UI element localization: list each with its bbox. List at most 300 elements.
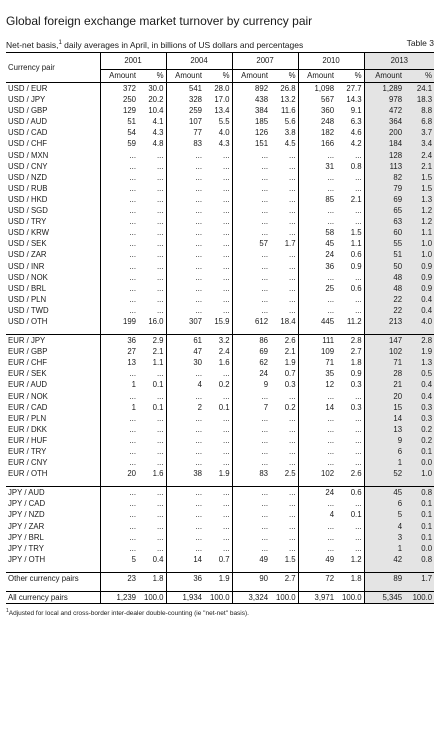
amount-cell: 36: [298, 261, 336, 272]
amount-cell: ...: [166, 216, 204, 227]
pct-cell: 1.8: [138, 572, 166, 584]
amount-cell: 384: [232, 105, 270, 116]
amount-cell: 22: [364, 305, 404, 316]
currency-pair-cell: EUR / JPY: [6, 335, 100, 347]
pct-cell: 11.2: [346, 316, 362, 326]
amount-cell: 328: [166, 94, 204, 105]
amount-cell: ...: [100, 435, 138, 446]
pct-cell: ...: [157, 447, 164, 456]
amount-cell: 21: [364, 379, 404, 390]
amount-cell: 38: [166, 468, 204, 479]
amount-cell: ...: [232, 487, 270, 499]
pct-cell: 4.3: [152, 128, 164, 138]
amount-cell: 5,345: [364, 592, 404, 604]
pct-cell: ...: [223, 194, 230, 204]
amount-cell: 77: [166, 127, 204, 138]
table-row: [6, 592, 434, 604]
amount-cell: ...: [298, 216, 336, 227]
amount-cell: 129: [100, 105, 138, 116]
amount-cell: 111: [298, 335, 336, 347]
pct-cell: ...: [157, 413, 164, 423]
table-row: [6, 379, 434, 390]
pct-cell: 2.1: [350, 194, 362, 204]
pct-cell: ...: [223, 183, 230, 193]
amount-cell: 59: [100, 138, 138, 149]
pct-cell: 0.6: [350, 283, 362, 293]
header-pct: %: [204, 70, 232, 83]
table-row: [6, 543, 434, 554]
pct-cell: 0.8: [404, 487, 434, 499]
currency-pair-cell: USD / EUR: [8, 84, 48, 93]
amount-cell: ...: [100, 272, 138, 283]
pct-cell: ...: [355, 305, 362, 315]
amount-cell: ...: [166, 391, 204, 402]
pct-cell: 0.9: [404, 272, 434, 283]
currency-pair-cell: EUR / CNY: [8, 458, 48, 468]
amount-cell: 3: [364, 532, 404, 543]
pct-cell: 1.5: [404, 172, 434, 183]
amount-cell: ...: [100, 249, 138, 260]
amount-cell: ...: [298, 294, 336, 305]
currency-pair-cell: USD / CHF: [8, 139, 47, 149]
pct-cell: 2.1: [152, 347, 164, 357]
pct-cell: 1.2: [404, 205, 434, 216]
pct-cell: 0.9: [350, 261, 362, 271]
header-year-2004: 2004: [166, 53, 232, 70]
pct-cell: 14.3: [346, 95, 362, 105]
pct-cell: 1.7: [284, 239, 296, 249]
amount-cell: ...: [298, 305, 336, 316]
pct-cell: ...: [223, 369, 230, 379]
pct-cell: 0.9: [350, 369, 362, 379]
amount-cell: 438: [232, 94, 270, 105]
amount-cell: 23: [100, 572, 138, 584]
currency-pair-cell: USD / MXN: [8, 150, 49, 160]
pct-cell: 2.9: [138, 335, 166, 347]
amount-cell: 364: [364, 116, 404, 127]
pct-cell: 16.0: [148, 316, 164, 326]
pct-cell: ...: [157, 228, 164, 238]
table-row: [6, 509, 434, 520]
pct-cell: 0.2: [284, 402, 296, 412]
pct-cell: 1.9: [218, 469, 230, 479]
pct-cell: ...: [289, 294, 296, 304]
pct-cell: 5.6: [284, 117, 296, 127]
amount-cell: 128: [364, 150, 404, 161]
amount-cell: 200: [364, 127, 404, 138]
amount-cell: 1: [100, 379, 138, 390]
pct-cell: 1.9: [204, 572, 232, 584]
amount-cell: 71: [364, 357, 404, 368]
pct-cell: 4.0: [218, 128, 230, 138]
currency-pair-cell: EUR / NOK: [8, 391, 48, 401]
currency-pair-cell: JPY / OTH: [8, 554, 46, 564]
amount-cell: 89: [364, 572, 404, 584]
amount-cell: ...: [232, 532, 270, 543]
pct-cell: ...: [289, 447, 296, 456]
amount-cell: 4: [298, 509, 336, 520]
amount-cell: 9: [364, 435, 404, 446]
pct-cell: 2.5: [284, 469, 296, 479]
amount-cell: 28: [364, 368, 404, 379]
pct-cell: ...: [223, 161, 230, 171]
currency-pair-cell: JPY / BRL: [8, 532, 44, 542]
pct-cell: ...: [270, 487, 298, 499]
pct-cell: 100.0: [204, 592, 232, 604]
amount-cell: 36: [166, 572, 204, 584]
amount-cell: 1,098: [298, 83, 336, 95]
subtitle-row: [6, 34, 434, 52]
amount-cell: 472: [364, 105, 404, 116]
pct-cell: 0.9: [404, 261, 434, 272]
pct-cell: 1.7: [404, 572, 434, 584]
pct-cell: 1.2: [404, 216, 434, 227]
pct-cell: ...: [223, 521, 230, 531]
pct-cell: ...: [355, 413, 362, 423]
amount-cell: 61: [166, 335, 204, 347]
pct-cell: 1.5: [350, 228, 362, 238]
pct-cell: 4.2: [350, 139, 362, 149]
amount-cell: ...: [232, 194, 270, 205]
pct-cell: 26.8: [280, 84, 296, 93]
amount-cell: ...: [166, 368, 204, 379]
amount-cell: ...: [232, 424, 270, 435]
pct-cell: 3.8: [284, 128, 296, 138]
amount-cell: 4: [166, 379, 204, 390]
amount-cell: ...: [166, 161, 204, 172]
currency-pair-cell: USD / KRW: [8, 228, 50, 238]
pct-cell: 4.1: [152, 117, 164, 127]
amount-cell: 57: [232, 238, 270, 249]
pct-cell: 0.2: [404, 435, 434, 446]
pct-cell: ...: [355, 521, 362, 531]
amount-cell: ...: [100, 261, 138, 272]
table-row: [6, 249, 434, 260]
pct-cell: 28.0: [214, 84, 230, 93]
pct-cell: 20.2: [148, 95, 164, 105]
amount-cell: 79: [364, 183, 404, 194]
group-separator: [6, 565, 434, 573]
pct-cell: 2.7: [350, 347, 362, 357]
currency-pair-cell: USD / JPY: [8, 95, 46, 105]
pct-cell: 1.6: [152, 469, 164, 479]
currency-pair-cell: USD / OTH: [8, 316, 48, 326]
amount-cell: 20: [100, 468, 138, 479]
pct-cell: 1.1: [350, 239, 362, 249]
amount-cell: 259: [166, 105, 204, 116]
pct-cell: ...: [289, 217, 296, 227]
amount-cell: 3,971: [298, 592, 336, 604]
amount-cell: 52: [364, 468, 404, 479]
amount-cell: ...: [100, 487, 138, 499]
amount-cell: ...: [166, 227, 204, 238]
amount-cell: 24: [298, 487, 336, 499]
pct-cell: ...: [223, 239, 230, 249]
amount-cell: 185: [232, 116, 270, 127]
table-body: [6, 83, 434, 604]
amount-cell: ...: [298, 391, 336, 402]
pct-cell: ...: [355, 499, 362, 509]
amount-cell: ...: [100, 446, 138, 457]
pct-cell: 2.1: [284, 347, 296, 357]
header-year-2013: 2013: [364, 53, 434, 70]
pct-cell: ...: [157, 183, 164, 193]
amount-cell: 62: [232, 357, 270, 368]
amount-cell: 1: [100, 402, 138, 413]
pct-cell: 5.5: [218, 117, 230, 127]
currency-pair-cell: Other currency pairs: [6, 572, 100, 584]
amount-cell: 31: [298, 161, 336, 172]
amount-cell: 47: [166, 346, 204, 357]
amount-cell: ...: [166, 532, 204, 543]
pct-cell: 0.3: [404, 413, 434, 424]
amount-cell: ...: [232, 150, 270, 161]
amount-cell: ...: [232, 521, 270, 532]
amount-cell: ...: [232, 227, 270, 238]
amount-cell: ...: [166, 413, 204, 424]
pct-cell: ...: [223, 217, 230, 227]
amount-cell: ...: [100, 424, 138, 435]
pct-cell: 1.1: [152, 358, 164, 368]
table-row: [6, 272, 434, 283]
amount-cell: ...: [166, 487, 204, 499]
pct-cell: 27.7: [346, 84, 362, 93]
amount-cell: 54: [100, 127, 138, 138]
pct-cell: ...: [289, 283, 296, 293]
pct-cell: 4.3: [218, 139, 230, 149]
pct-cell: ...: [223, 447, 230, 456]
amount-cell: 102: [364, 346, 404, 357]
pct-cell: 1.9: [284, 358, 296, 368]
currency-pair-cell: EUR / SEK: [8, 369, 47, 379]
pct-cell: ...: [157, 161, 164, 171]
pct-cell: ...: [223, 543, 230, 553]
amount-cell: ...: [232, 498, 270, 509]
pct-cell: 1.3: [404, 194, 434, 205]
amount-cell: 85: [298, 194, 336, 205]
pct-cell: 2.7: [270, 572, 298, 584]
amount-cell: 30: [166, 357, 204, 368]
pct-cell: ...: [355, 217, 362, 227]
currency-pair-cell: EUR / HUF: [8, 435, 47, 445]
pct-cell: 0.3: [350, 402, 362, 412]
pct-cell: ...: [289, 391, 296, 401]
amount-cell: ...: [166, 172, 204, 183]
amount-cell: 6: [364, 498, 404, 509]
pct-cell: 0.4: [404, 305, 434, 316]
pct-cell: 0.3: [284, 380, 296, 390]
amount-cell: ...: [100, 227, 138, 238]
amount-cell: ...: [298, 183, 336, 194]
pct-cell: 1.0: [404, 468, 434, 479]
pct-cell: ...: [289, 183, 296, 193]
amount-cell: ...: [232, 283, 270, 294]
header-year-2001: 2001: [100, 53, 166, 70]
pct-cell: ...: [355, 294, 362, 304]
amount-cell: 4: [364, 521, 404, 532]
currency-pair-cell: EUR / OTH: [8, 469, 48, 479]
amount-cell: 83: [166, 138, 204, 149]
pct-cell: ...: [223, 458, 230, 468]
table-row: [6, 468, 434, 479]
pct-cell: 100.0: [270, 592, 298, 604]
amount-cell: ...: [298, 272, 336, 283]
table-row: [6, 316, 434, 327]
amount-cell: ...: [166, 305, 204, 316]
amount-cell: ...: [166, 509, 204, 520]
pct-cell: ...: [157, 172, 164, 182]
currency-pair-cell: EUR / GBP: [8, 347, 48, 357]
amount-cell: ...: [166, 205, 204, 216]
pct-cell: 4.6: [350, 128, 362, 138]
amount-cell: 24: [298, 249, 336, 260]
pct-cell: ...: [223, 305, 230, 315]
turnover-table: [6, 52, 434, 604]
pct-cell: ...: [355, 183, 362, 193]
amount-cell: 147: [364, 335, 404, 347]
amount-cell: 83: [232, 468, 270, 479]
amount-cell: 1: [364, 543, 404, 554]
pct-cell: 4.0: [404, 316, 434, 327]
subtitle: Net-net basis,$^1$ daily averages in April, in billions of US dollars and percentages: [6, 39, 304, 50]
currency-pair-cell: USD / NOK: [8, 272, 48, 282]
amount-cell: ...: [166, 249, 204, 260]
amount-cell: ...: [298, 413, 336, 424]
pct-cell: ...: [289, 543, 296, 553]
amount-cell: 213: [364, 316, 404, 327]
amount-cell: ...: [232, 249, 270, 260]
amount-cell: 35: [298, 368, 336, 379]
pct-cell: 1.3: [404, 357, 434, 368]
pct-cell: 1.0: [404, 249, 434, 260]
amount-cell: 36: [100, 335, 138, 347]
pct-cell: 2.4: [404, 150, 434, 161]
header-pct: %: [404, 70, 434, 83]
amount-cell: ...: [100, 521, 138, 532]
currency-pair-cell: EUR / CAD: [8, 402, 48, 412]
pct-cell: ...: [289, 194, 296, 204]
amount-cell: ...: [166, 194, 204, 205]
pct-cell: ...: [355, 272, 362, 282]
pct-cell: ...: [289, 161, 296, 171]
amount-cell: ...: [232, 457, 270, 468]
pct-cell: ...: [289, 206, 296, 216]
pct-cell: 6.8: [404, 116, 434, 127]
pct-cell: ...: [355, 206, 362, 216]
amount-cell: 12: [298, 379, 336, 390]
pct-cell: ...: [223, 206, 230, 216]
amount-cell: 109: [298, 346, 336, 357]
amount-cell: 45: [364, 487, 404, 499]
amount-cell: 48: [364, 283, 404, 294]
amount-cell: ...: [298, 435, 336, 446]
amount-cell: ...: [232, 509, 270, 520]
amount-cell: 612: [232, 316, 270, 327]
pct-cell: 1.5: [284, 554, 296, 564]
amount-cell: 1: [364, 457, 404, 468]
pct-cell: 9.1: [350, 106, 362, 116]
pct-cell: 100.0: [404, 592, 434, 604]
amount-cell: 69: [364, 194, 404, 205]
group-separator: [6, 479, 434, 487]
pct-cell: ...: [289, 228, 296, 238]
currency-pair-cell: JPY / TRY: [8, 543, 44, 553]
currency-pair-cell: USD / NZD: [8, 172, 47, 182]
amount-cell: ...: [232, 413, 270, 424]
amount-cell: 113: [364, 161, 404, 172]
pct-cell: 0.4: [404, 379, 434, 390]
table-row: [6, 572, 434, 584]
amount-cell: ...: [298, 205, 336, 216]
pct-cell: ...: [289, 510, 296, 520]
pct-cell: 2.8: [336, 335, 364, 347]
pct-cell: 0.3: [350, 380, 362, 390]
pct-cell: ...: [289, 150, 296, 160]
pct-cell: ...: [223, 261, 230, 271]
amount-cell: 14: [166, 554, 204, 565]
header-pct: %: [138, 70, 166, 83]
amount-cell: ...: [166, 498, 204, 509]
amount-cell: 445: [298, 316, 336, 327]
amount-cell: 25: [298, 283, 336, 294]
currency-pair-cell: USD / TRY: [8, 217, 47, 227]
pct-cell: ...: [157, 272, 164, 282]
amount-cell: ...: [298, 532, 336, 543]
pct-cell: ...: [355, 532, 362, 542]
table-row: [6, 205, 434, 216]
amount-cell: 6: [364, 446, 404, 457]
table-row: [6, 150, 434, 161]
currency-pair-cell: JPY / NZD: [8, 510, 45, 520]
currency-pair-cell: EUR / PLN: [8, 413, 47, 423]
pct-cell: 0.3: [404, 402, 434, 413]
table-row: [6, 83, 434, 95]
amount-cell: ...: [100, 183, 138, 194]
currency-pair-cell: USD / PLN: [8, 294, 47, 304]
table-row: [6, 532, 434, 543]
pct-cell: ...: [289, 458, 296, 468]
pct-cell: ...: [289, 499, 296, 509]
pct-cell: ...: [289, 172, 296, 182]
amount-cell: 107: [166, 116, 204, 127]
pct-cell: 4.5: [284, 139, 296, 149]
header-year-2007: 2007: [232, 53, 298, 70]
amount-cell: 307: [166, 316, 204, 327]
pct-cell: 0.1: [404, 446, 434, 457]
amount-cell: 58: [298, 227, 336, 238]
currency-pair-cell: USD / SGD: [8, 206, 48, 216]
pct-cell: 0.8: [404, 554, 434, 565]
pct-cell: 0.4: [152, 554, 164, 564]
pct-cell: 100.0: [336, 592, 364, 604]
table-row: [6, 127, 434, 138]
pct-cell: ...: [157, 261, 164, 271]
amount-cell: ...: [166, 521, 204, 532]
pct-cell: ...: [223, 294, 230, 304]
currency-pair-cell: USD / AUD: [8, 117, 47, 127]
pct-cell: ...: [355, 391, 362, 401]
pct-cell: 0.4: [404, 391, 434, 402]
amount-cell: ...: [298, 172, 336, 183]
table-label: Table 3: [406, 38, 434, 48]
amount-cell: ...: [166, 238, 204, 249]
group-separator: [6, 327, 434, 335]
pct-cell: ...: [223, 510, 230, 520]
pct-cell: 0.2: [218, 380, 230, 390]
pct-cell: 0.0: [404, 543, 434, 554]
amount-cell: 151: [232, 138, 270, 149]
amount-cell: ...: [232, 216, 270, 227]
